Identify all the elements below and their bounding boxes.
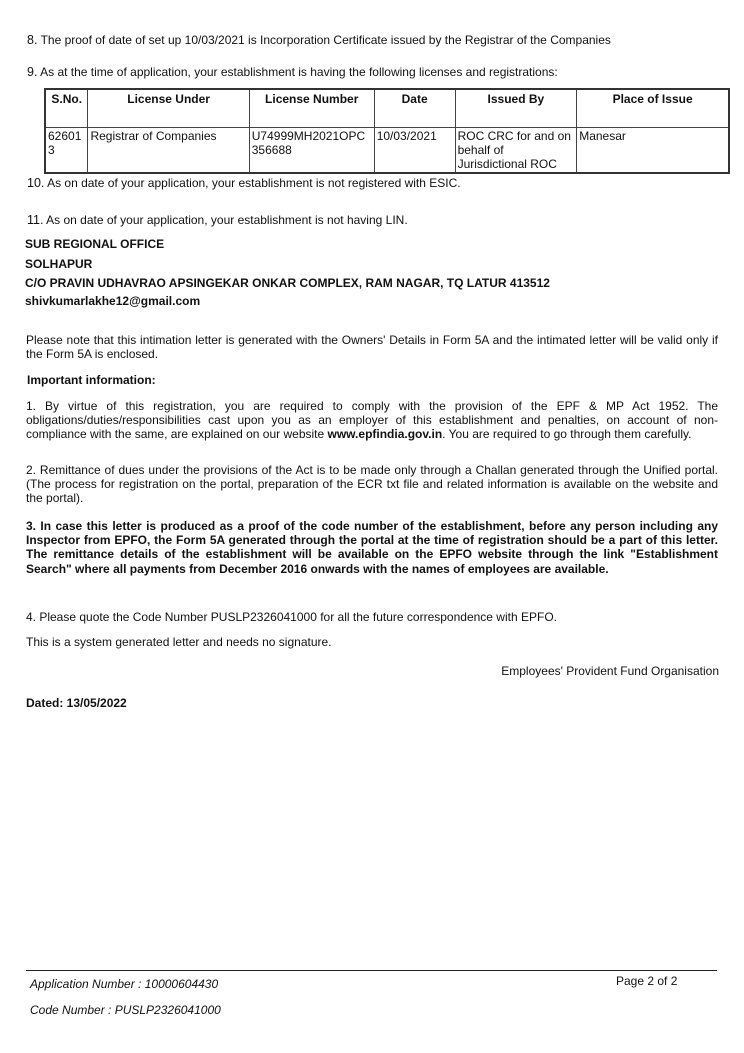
point-8-text: The proof of date of set up 10/03/2021 is Incorporation Certificate issued by the Registrar of the Companies — [40, 33, 611, 47]
cell-issued-by-line3: Jurisdictional ROC — [457, 157, 557, 171]
office-address: C/O PRAVIN UDHAVRAO APSINGEKAR ONKAR COMPLEX, RAM NAGAR, TQ LATUR 413512 — [25, 276, 550, 290]
signatory: Employees' Provident Fund Organisation — [501, 664, 719, 678]
epfindia-link[interactable]: www.epfindia.gov.in — [327, 427, 443, 442]
cell-sno-line1: 62601 — [48, 129, 82, 143]
footer-divider — [26, 970, 717, 971]
office-city: SOLHAPUR — [25, 257, 93, 271]
point-11 — [27, 213, 408, 227]
important-item-3: 3. In case this letter is produced as a proof of the code number of the establishment, before any person including any Inspector from EPFO, the Form 5A generated through the portal at the time of registration should be a part of this letter. The remittance details of the establishment will be available on the EPFO website through the link "Establishment Search" where all payments from December 2016 onwards with the names of employees are available. — [26, 519, 718, 576]
header-license-number: License Number — [249, 89, 374, 128]
point-11-text: As on date of your application, your establishment is not having LIN. — [46, 213, 408, 227]
point-8 — [27, 33, 611, 47]
footer-page-number: Page 2 of 2 — [616, 974, 678, 988]
point-10-text: As on date of your application, your establishment is not registered with ESIC. — [47, 176, 461, 190]
point-10 — [27, 176, 461, 190]
cell-license-number — [249, 128, 374, 174]
form5a-note: Please note that this intimation letter is generated with the Owners' Details in Form 5A and the intimated letter will be valid only if the Form 5A is enclosed. — [26, 333, 718, 362]
footer-application-number: Application Number : 10000604430 — [30, 977, 219, 991]
office-name: SUB REGIONAL OFFICE — [25, 237, 165, 251]
header-date: Date — [374, 89, 455, 128]
important-item-1-text: 1. By virtue of this registration, you are required to comply with the provision of the EPF & MP Act 1952. The obligations/duties/responsibilities cast upon you as an employer of this establishment and penalties, on account of non-compliance with the same, are explained on our website — [26, 399, 718, 442]
header-issued-by: Issued By — [455, 89, 577, 128]
important-item-2: 2. Remittance of dues under the provisions of the Act is to be made only through a Challan generated through the Unified portal. (The process for registration on the portal, preparation of the ECR txt file and related information is available on the website and the portal). — [26, 463, 718, 506]
cell-sno-line2: 3 — [48, 143, 55, 157]
cell-license-number-line1: U74999MH2021OPC — [251, 129, 366, 143]
cell-date: 10/03/2021 — [374, 128, 455, 174]
cell-license-under: Registrar of Companies — [88, 128, 249, 174]
system-note: This is a system generated letter and needs no signature. — [26, 635, 332, 649]
point-10-number: 10. — [27, 176, 45, 190]
cell-place-of-issue: Manesar — [577, 128, 729, 174]
cell-issued-by-line2: behalf of — [457, 143, 504, 157]
table-header-row — [45, 89, 729, 128]
dated: Dated: 13/05/2022 — [26, 696, 127, 710]
point-9 — [27, 65, 558, 79]
important-item-4: 4. Please quote the Code Number PUSLP2326041000 for all the future correspondence with EPFO. — [26, 610, 557, 624]
header-license-under: License Under — [88, 89, 249, 128]
header-sno: S.No. — [45, 89, 88, 128]
important-item-1-tail: . You are required to go through them carefully. — [442, 427, 692, 442]
point-8-number: 8. — [27, 33, 38, 47]
cell-sno — [45, 128, 88, 174]
cell-issued-by-line1: ROC CRC for and on — [457, 129, 571, 143]
cell-license-number-line2: 356688 — [251, 143, 292, 157]
table-row — [45, 128, 729, 174]
header-place-of-issue: Place of Issue — [577, 89, 729, 128]
point-11-number: 11. — [27, 213, 44, 227]
important-heading: Important information: — [27, 373, 156, 387]
office-email: shivkumarlakhe12@gmail.com — [25, 294, 201, 308]
cell-issued-by — [455, 128, 577, 174]
footer-code-number: Code Number : PUSLP2326041000 — [30, 1003, 221, 1017]
license-table — [44, 88, 730, 174]
point-9-text: As at the time of application, your establishment is having the following licenses and registrations: — [40, 65, 558, 79]
important-item-1 — [26, 399, 718, 442]
point-9-number: 9. — [27, 65, 38, 79]
